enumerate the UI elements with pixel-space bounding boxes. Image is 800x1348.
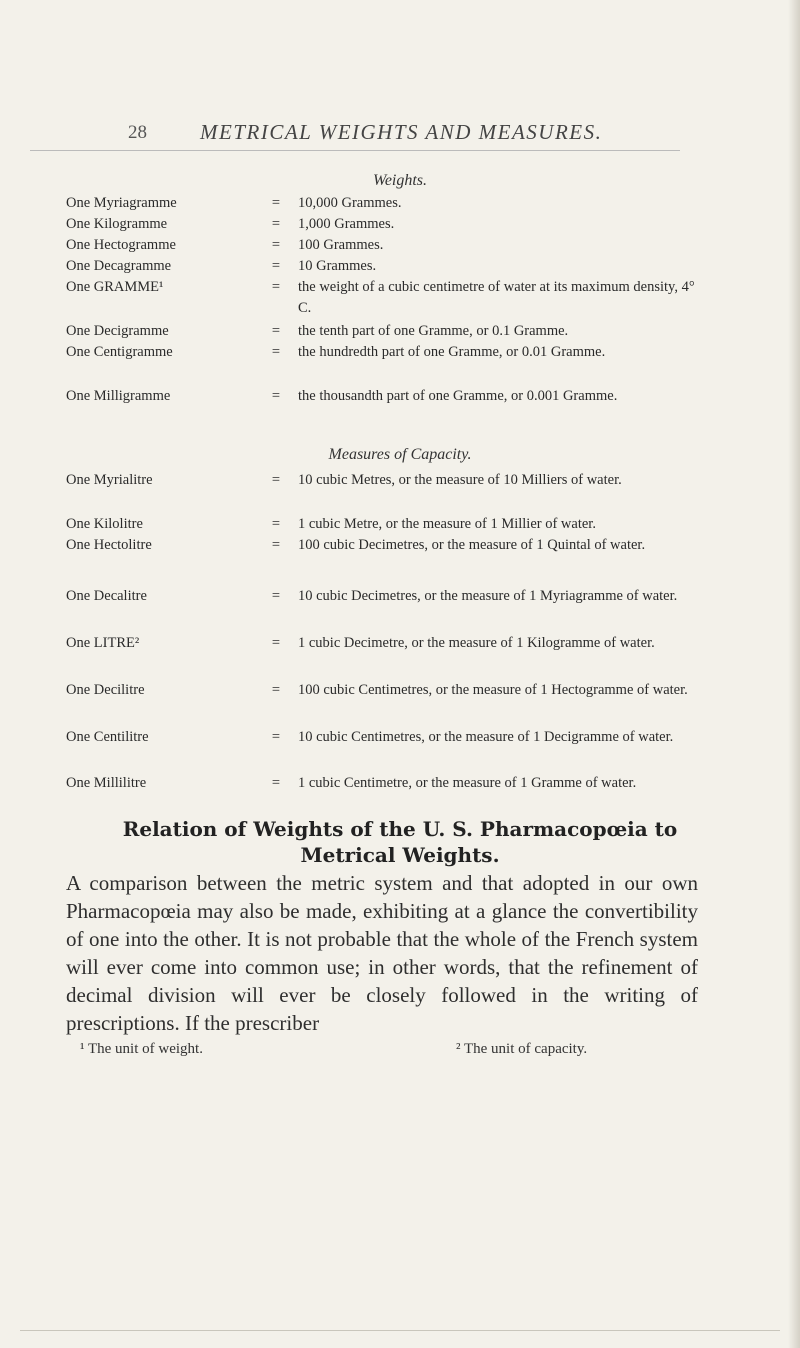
equals-sign: = — [271, 279, 281, 295]
bottom-rule — [20, 1330, 780, 1331]
unit-term: One Hectogramme — [66, 237, 176, 253]
unit-term: One Myriagramme — [66, 195, 177, 211]
equals-sign: = — [271, 516, 281, 532]
unit-term: One Milligramme — [66, 388, 171, 404]
unit-definition: the weight of a cubic centimetre of water at its maximum density, 4° C. — [298, 279, 695, 316]
unit-definition: 100 cubic Centimetres, or the measure of 1 Hectogramme of water. — [298, 682, 688, 698]
unit-definition: the tenth part of one Gramme, or 0.1 Gramme. — [298, 323, 569, 339]
unit-term: One Hectolitre — [66, 537, 152, 553]
equals-sign: = — [271, 775, 281, 791]
equals-sign: = — [271, 344, 281, 360]
body-paragraph: A comparison between the metric system and that adopted in our own Pharmacopœia may also be made, exhibiting at a glance the convertibility of one into the other. It is not probable that the whole of the French system will ever come into common use; in other words, that the refinement of decimal division will ever be closely followed in the writing of prescriptions. If the prescriber — [66, 871, 698, 1035]
footnote-2: ² The unit of capacity. — [456, 1041, 588, 1057]
equals-sign: = — [271, 323, 281, 339]
capacity-heading: Measures of Capacity. — [328, 446, 472, 463]
unit-term: One Decilitre — [66, 682, 145, 698]
unit-definition: 10,000 Grammes. — [298, 195, 402, 211]
equals-sign: = — [271, 537, 281, 553]
unit-definition: 1,000 Grammes. — [298, 216, 395, 232]
unit-definition: 10 cubic Decimetres, or the measure of 1 Myriagramme of water. — [298, 588, 678, 604]
page-edge-shadow — [788, 0, 800, 1348]
equals-sign: = — [271, 729, 281, 745]
section-title: Relation of Weights of the U. S. Pharmacopœia to Metrical Weights. — [122, 817, 678, 867]
unit-definition: 10 Grammes. — [298, 258, 377, 274]
unit-term: One Decigramme — [66, 323, 169, 339]
unit-definition: 100 cubic Decimetres, or the measure of 1 Quintal of water. — [298, 537, 646, 553]
unit-term: One GRAMME¹ — [66, 279, 164, 295]
header-rule — [30, 150, 680, 151]
equals-sign: = — [271, 472, 281, 488]
equals-sign: = — [271, 682, 281, 698]
unit-term: One LITRE² — [66, 635, 140, 651]
equals-sign: = — [271, 237, 281, 253]
unit-term: One Kilolitre — [66, 516, 143, 532]
equals-sign: = — [271, 635, 281, 651]
equals-sign: = — [271, 388, 281, 404]
weights-heading: Weights. — [372, 172, 428, 189]
equals-sign: = — [271, 588, 281, 604]
unit-term: One Myrialitre — [66, 472, 153, 488]
unit-definition: the hundredth part of one Gramme, or 0.01 Gramme. — [298, 344, 606, 360]
equals-sign: = — [271, 258, 281, 274]
unit-definition: 100 Grammes. — [298, 237, 384, 253]
running-head — [128, 118, 688, 158]
unit-term: One Decalitre — [66, 588, 147, 604]
unit-definition: 1 cubic Metre, or the measure of 1 Millier of water. — [298, 516, 596, 532]
unit-term: One Millilitre — [66, 775, 147, 791]
page-number: 28 — [128, 122, 147, 143]
unit-term: One Centigramme — [66, 344, 173, 360]
unit-definition: 10 cubic Centimetres, or the measure of 1 Decigramme of water. — [298, 729, 674, 745]
unit-term: One Decagramme — [66, 258, 172, 274]
unit-definition: 1 cubic Centimetre, or the measure of 1 Gramme of water. — [298, 775, 637, 791]
unit-definition: 1 cubic Decimetre, or the measure of 1 Kilogramme of water. — [298, 635, 655, 651]
unit-term: One Kilogramme — [66, 216, 168, 232]
unit-definition: the thousandth part of one Gramme, or 0.001 Gramme. — [298, 388, 618, 404]
footnote-1: ¹ The unit of weight. — [80, 1041, 203, 1057]
equals-sign: = — [271, 195, 281, 211]
running-title: METRICAL WEIGHTS AND MEASURES. — [200, 120, 603, 144]
unit-term: One Centilitre — [66, 729, 149, 745]
unit-definition: 10 cubic Metres, or the measure of 10 Milliers of water. — [298, 472, 622, 488]
equals-sign: = — [271, 216, 281, 232]
